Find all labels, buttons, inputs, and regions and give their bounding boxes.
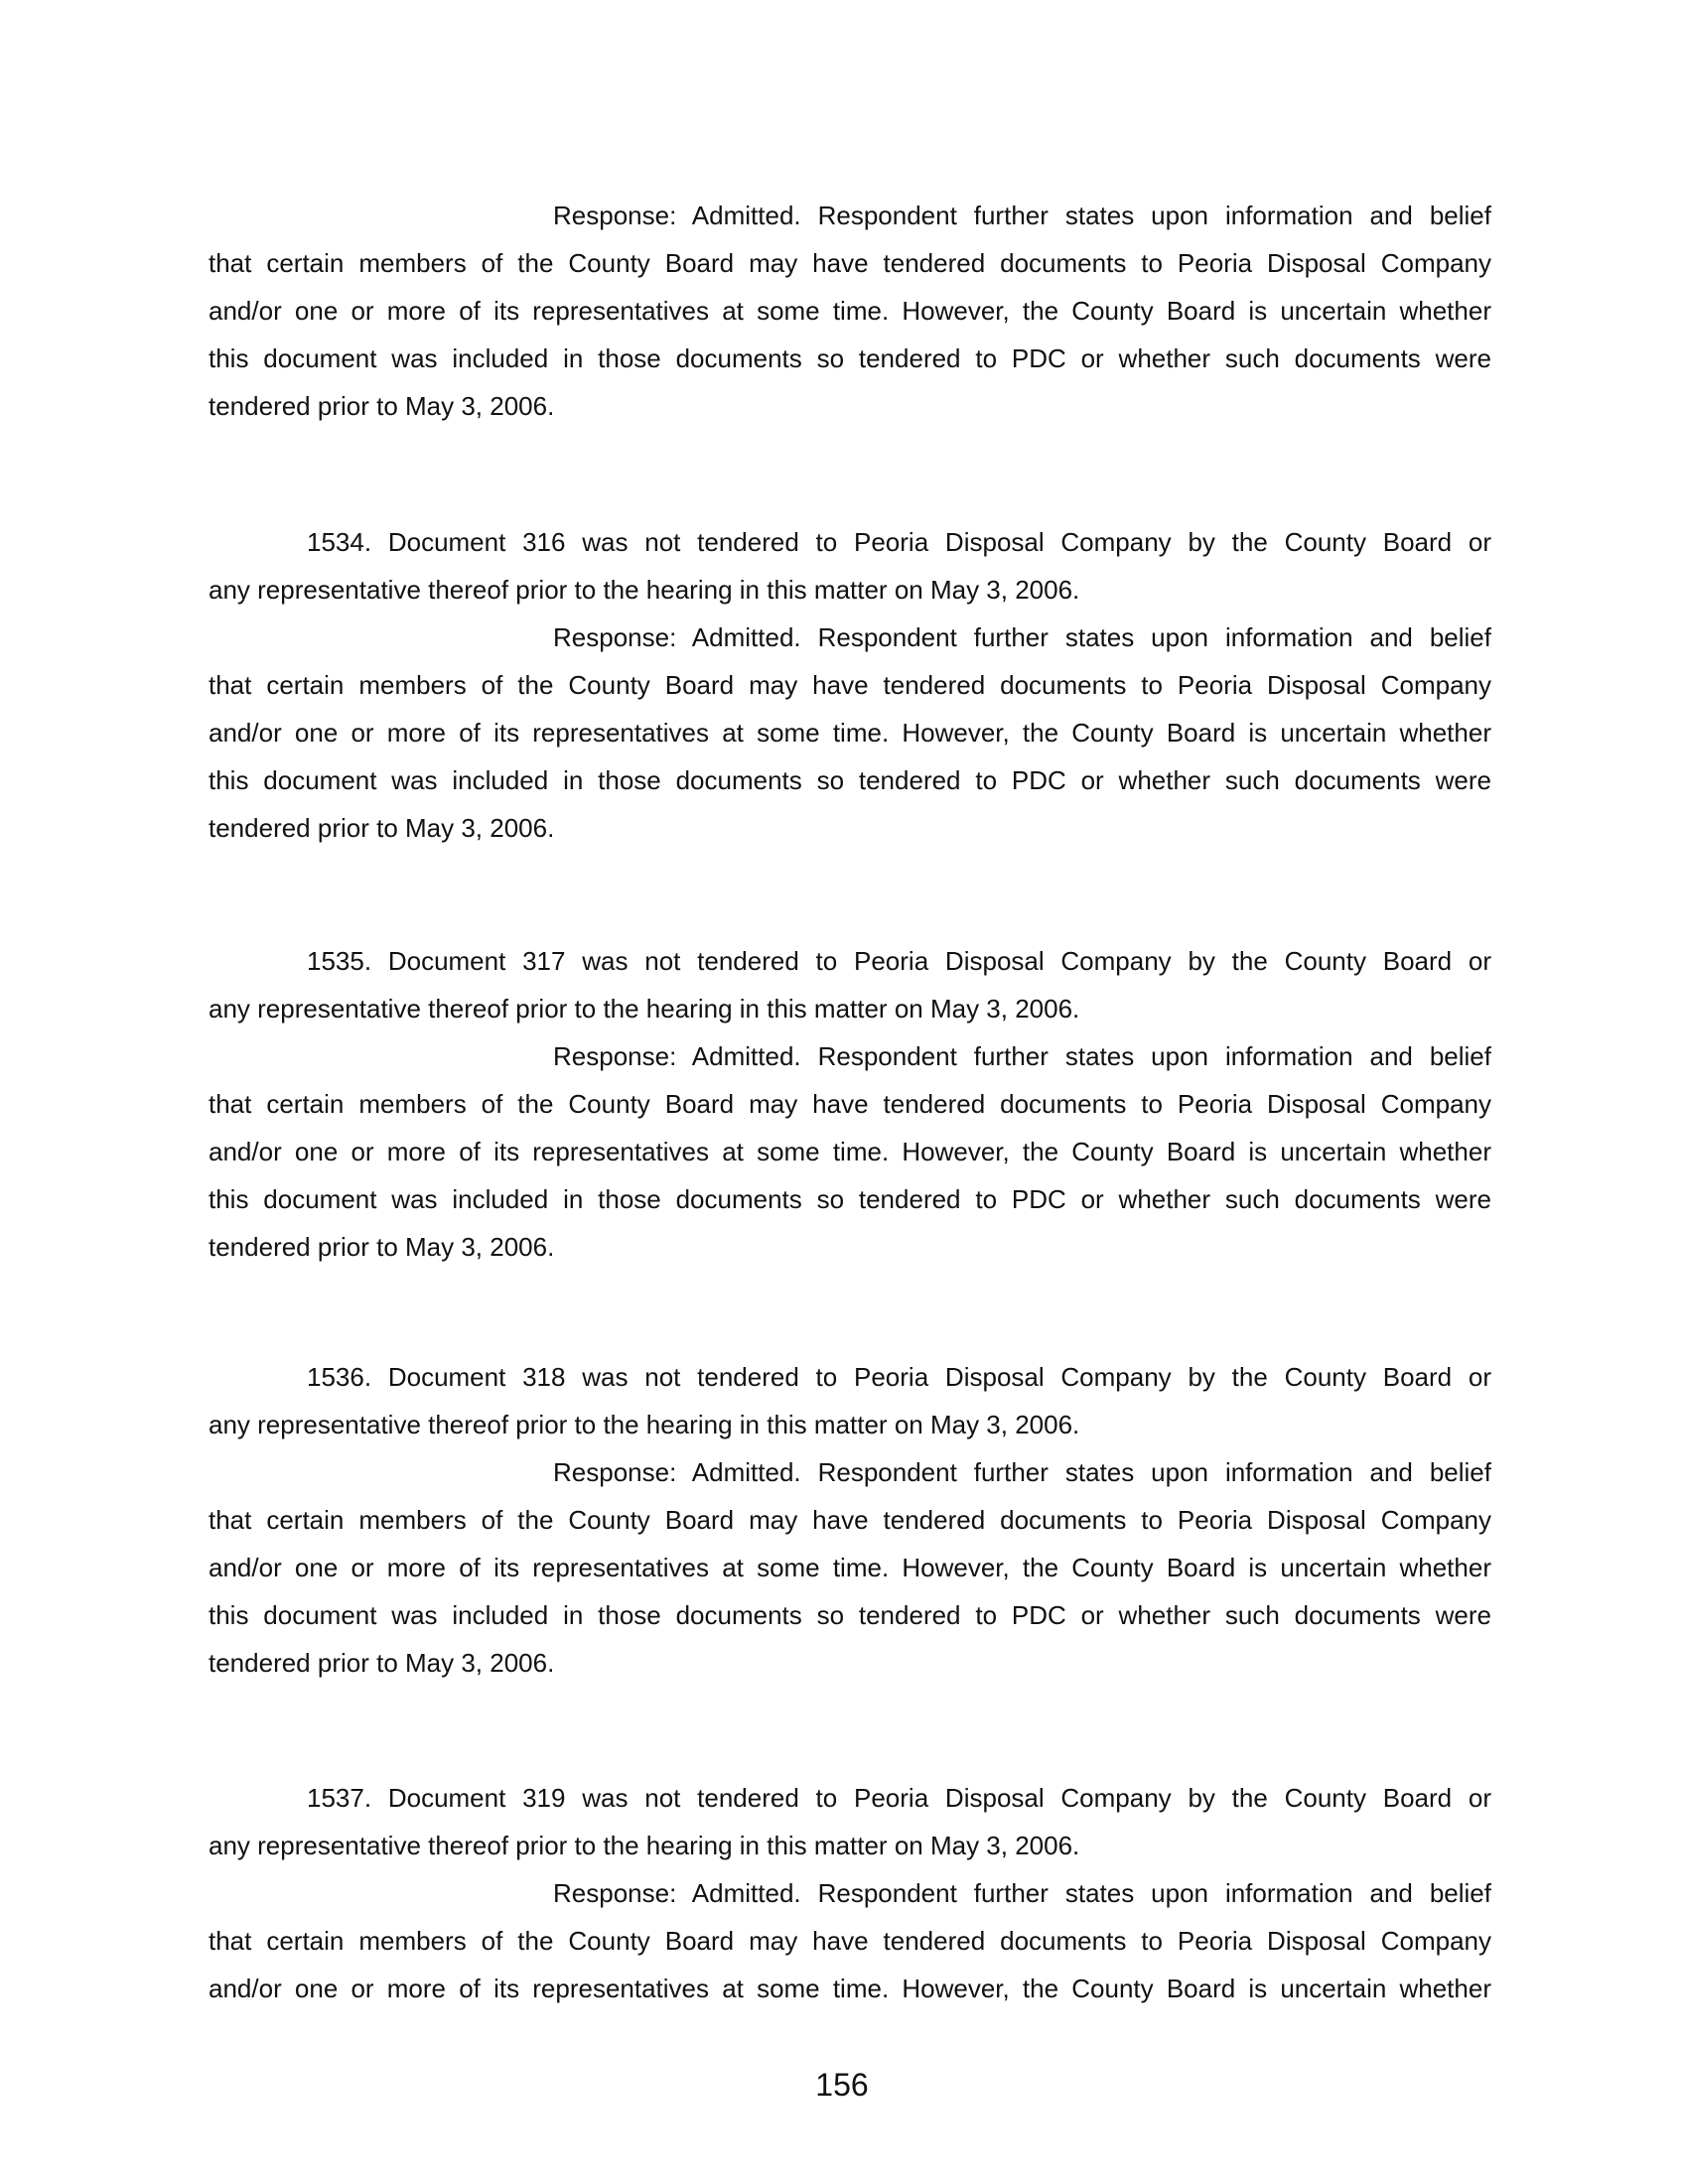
response-body-line: this document was included in those documents so tendered to PDC or whether such documents were (209, 765, 1491, 795)
response-body-line: tendered prior to May 3, 2006. (209, 391, 555, 421)
response-line: Response: Admitted. Respondent further states upon information and belief (553, 1041, 1491, 1071)
response-body-line: tendered prior to May 3, 2006. (209, 813, 555, 843)
response-body-line: that certain members of the County Board may have tendered documents to Peoria Disposal Company (209, 1089, 1491, 1119)
statement-continuation: any representative thereof prior to the hearing in this matter on May 3, 2006. (209, 1831, 1080, 1860)
statement-continuation: any representative thereof prior to the hearing in this matter on May 3, 2006. (209, 1410, 1080, 1439)
response-body-line: tendered prior to May 3, 2006. (209, 1232, 555, 1262)
response-body-line: and/or one or more of its representatives at some time. However, the County Board is uncertain whether (209, 296, 1491, 326)
statement-line: 1537. Document 319 was not tendered to Peoria Disposal Company by the County Board or (307, 1783, 1491, 1813)
response-line: Response: Admitted. Respondent further states upon information and belief (553, 622, 1491, 652)
response-line: Response: Admitted. Respondent further states upon information and belief (553, 201, 1491, 230)
response-body-line: and/or one or more of its representatives at some time. However, the County Board is uncertain whether (209, 1553, 1491, 1582)
item-1534 (209, 518, 1491, 852)
item-1537 (209, 1774, 1491, 2012)
item-1536 (209, 1353, 1491, 1687)
response-body-line: this document was included in those documents so tendered to PDC or whether such documents were (209, 343, 1491, 373)
response-body-line: and/or one or more of its representatives at some time. However, the County Board is uncertain whether (209, 1974, 1491, 2003)
item-1535 (209, 937, 1491, 1271)
statement-continuation: any representative thereof prior to the hearing in this matter on May 3, 2006. (209, 575, 1080, 605)
response-body-line: that certain members of the County Board may have tendered documents to Peoria Disposal Company (209, 248, 1491, 278)
response-body-line: and/or one or more of its representatives at some time. However, the County Board is uncertain whether (209, 718, 1491, 748)
statement-line: 1534. Document 316 was not tendered to Peoria Disposal Company by the County Board or (307, 527, 1491, 557)
response-line: Response: Admitted. Respondent further states upon information and belief (553, 1457, 1491, 1487)
response-body-line: that certain members of the County Board may have tendered documents to Peoria Disposal Company (209, 1505, 1491, 1535)
continuation-response (209, 192, 1491, 430)
statement-line: 1536. Document 318 was not tendered to Peoria Disposal Company by the County Board or (307, 1362, 1491, 1392)
statement-line: 1535. Document 317 was not tendered to Peoria Disposal Company by the County Board or (307, 946, 1491, 976)
response-line: Response: Admitted. Respondent further states upon information and belief (553, 1878, 1491, 1908)
response-body-line: tendered prior to May 3, 2006. (209, 1648, 555, 1678)
response-body-line: this document was included in those documents so tendered to PDC or whether such documents were (209, 1184, 1491, 1214)
response-body-line: this document was included in those documents so tendered to PDC or whether such documents were (209, 1600, 1491, 1630)
statement-continuation: any representative thereof prior to the hearing in this matter on May 3, 2006. (209, 994, 1080, 1024)
response-body-line: that certain members of the County Board may have tendered documents to Peoria Disposal Company (209, 1926, 1491, 1956)
page-number: 156 (815, 2067, 869, 2103)
response-body-line: that certain members of the County Board may have tendered documents to Peoria Disposal Company (209, 670, 1491, 700)
response-body-line: and/or one or more of its representatives at some time. However, the County Board is uncertain whether (209, 1137, 1491, 1166)
